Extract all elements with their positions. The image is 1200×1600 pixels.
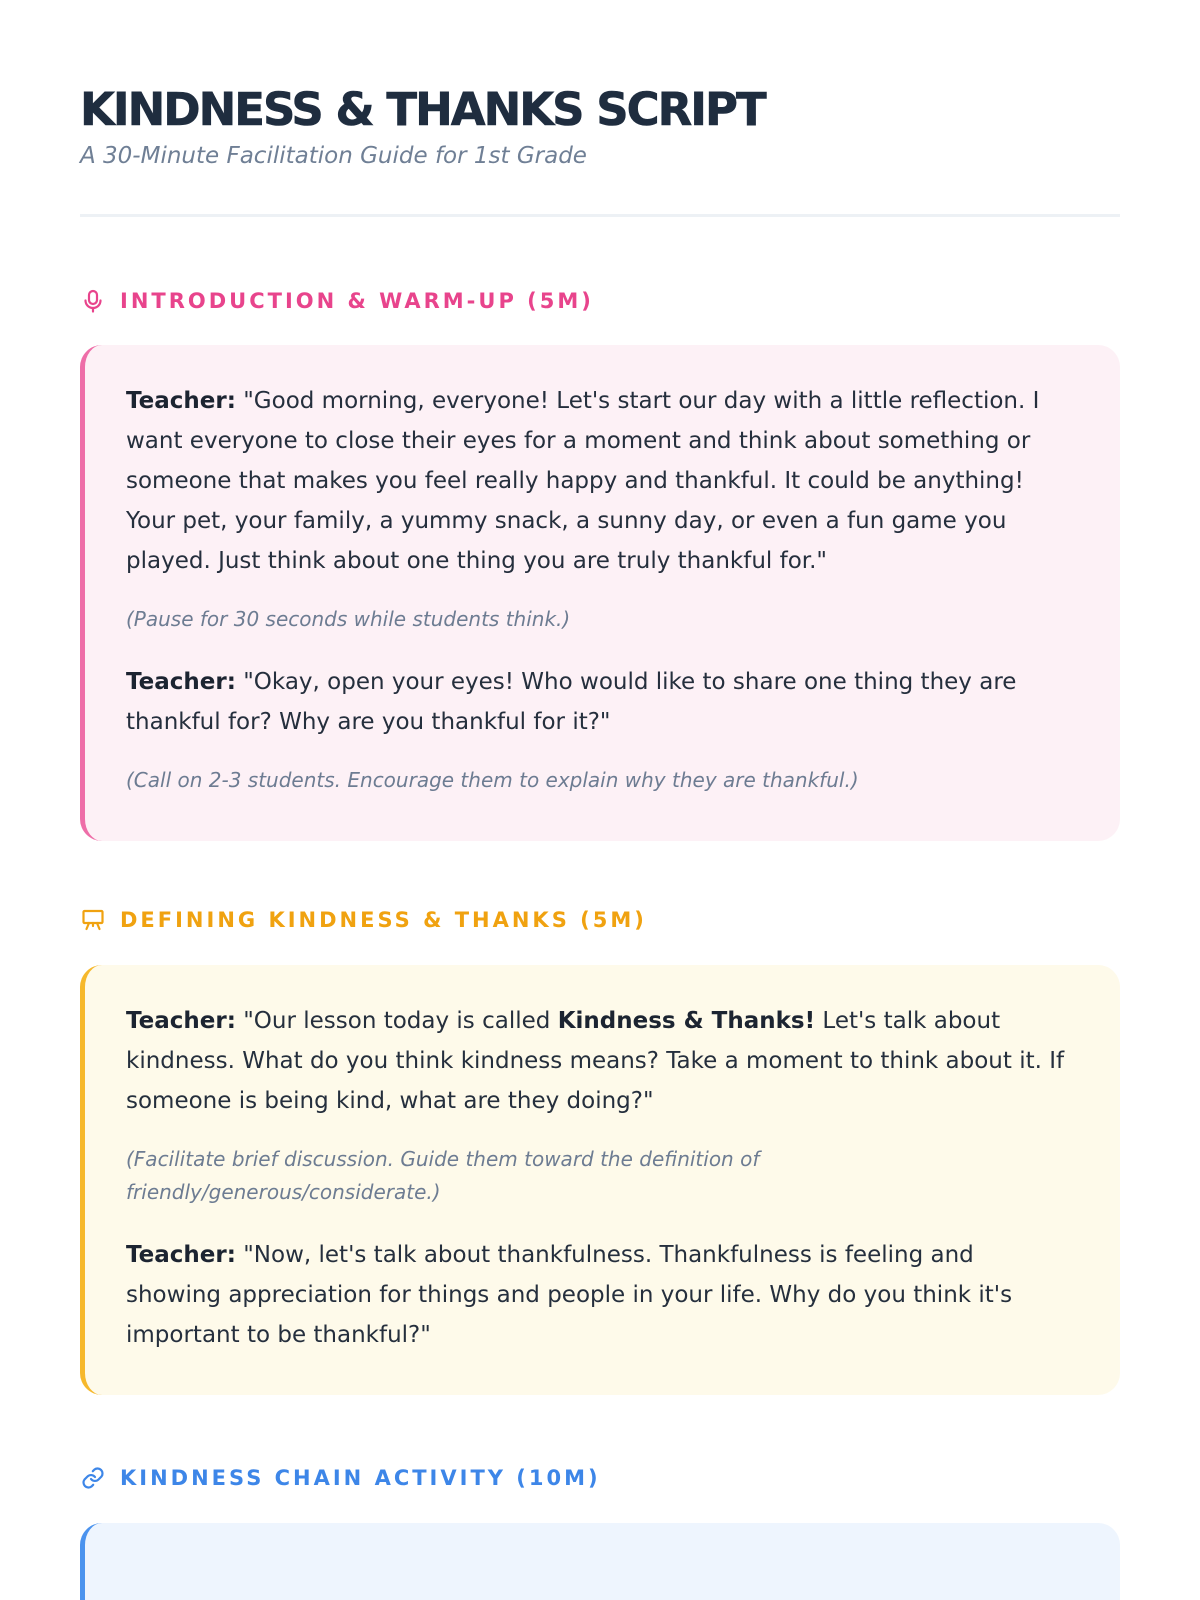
script-card-introduction [80,345,1120,841]
page-title: KINDNESS & THANKS SCRIPT [80,83,765,136]
dialogue-text: "Now, let's talk about thankfulness. Thankfulness is feeling and showing appreciation for things and people in your life. Why do you think it's important to be thankful?" [126,1242,1013,1348]
section-title: INTRODUCTION & WARM-UP (5M) [120,289,594,313]
script-card-kindness-chain [80,1523,1120,1600]
stage-direction: (Pause for 30 seconds while students think.) [126,607,571,631]
dialogue-text: "Our lesson today is called [243,1008,558,1034]
link-icon [80,1465,106,1491]
dialogue-paragraph [126,1235,1074,1355]
section-title: DEFINING KINDNESS & THANKS (5M) [120,908,647,932]
page-subtitle: A 30-Minute Facilitation Guide for 1st Grade [80,143,587,169]
speaker-label: Teacher: [126,1008,236,1034]
dialogue-paragraph [126,662,1074,742]
section-heading-kindness-chain [80,1463,1120,1493]
section-heading-introduction [80,286,1120,316]
presentation-board-icon [80,907,106,933]
speaker-label: Teacher: [126,388,236,414]
dialogue-paragraph [126,381,1074,581]
stage-direction: (Facilitate brief discussion. Guide them toward the definition of friendly/generous/considerate.) [126,1147,760,1204]
section-heading-defining [80,905,1120,935]
speaker-label: Teacher: [126,1242,236,1268]
stage-direction: (Call on 2-3 students. Encourage them to explain why they are thankful.) [126,768,859,792]
dialogue-text: "Okay, open your eyes! Who would like to share one thing they are thankful for? Why are you thankful for it?" [126,669,1017,735]
dialogue-text: Let's talk about kindness. What do you think kindness means? Take a moment to think about it. If someone is being kind, what are they doing?" [126,1008,1065,1114]
script-card-defining [80,965,1120,1395]
header-divider [80,214,1120,217]
lesson-name-emphasis: Kindness & Thanks! [557,1008,816,1034]
section-title: KINDNESS CHAIN ACTIVITY (10M) [120,1466,601,1490]
dialogue-paragraph [126,1001,1074,1121]
microphone-icon [80,288,106,314]
dialogue-text: "Good morning, everyone! Let's start our day with a little reflection. I want everyone to close their eyes for a moment and think about something or someone that makes you feel really happy and thankful. It could be anything! Your pet, your family, a yummy snack, a sunny day, or even a fun game you played. Just think about one thing you are truly thankful for." [126,388,1040,574]
speaker-label: Teacher: [126,669,236,695]
